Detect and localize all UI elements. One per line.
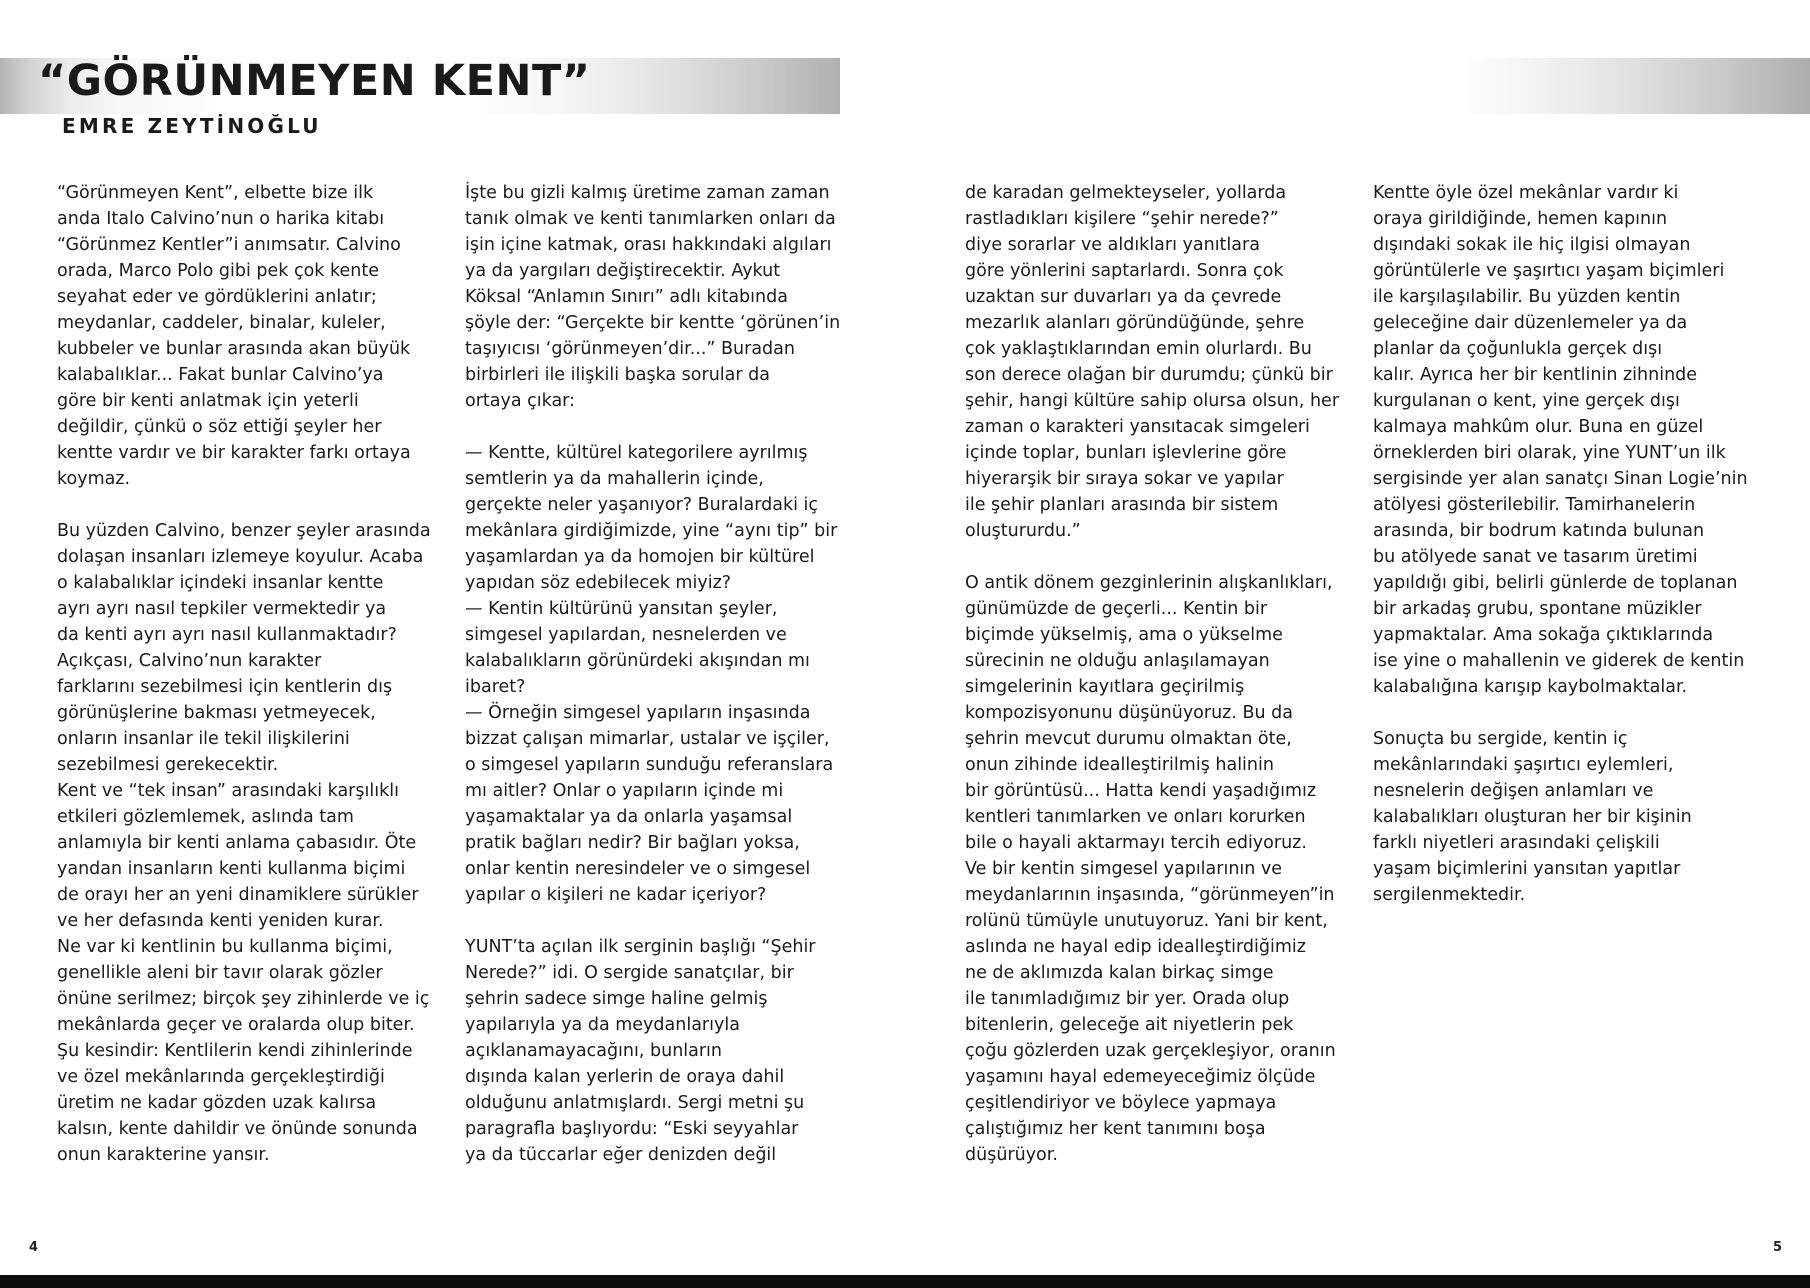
text-line: o kalabalıklar içindeki insanlar kentte	[57, 573, 384, 593]
text-line: Ne var ki kentlinin bu kullanma biçimi,	[57, 937, 393, 957]
text-line: kubbeler ve bunlar arasında akan büyük	[57, 339, 411, 359]
text-line: yapıdan söz edebilecek miyiz?	[465, 573, 732, 593]
text-line: kentleri tanımlarken ve onları korurken	[965, 807, 1306, 827]
text-line: seyahat eder ve gördüklerini anlatır;	[57, 287, 377, 307]
text-column-1	[57, 180, 455, 1168]
text-line: dışında kalan yerlerin de oraya dahil	[465, 1067, 785, 1087]
text-line: farklarını sezebilmesi için kentlerin dış	[57, 677, 393, 697]
text-line: oraya girildiğinde, hemen kapının	[1373, 209, 1668, 229]
text-line: onlar kentin neresindeler ve o simgesel	[465, 859, 811, 879]
text-line: ise yine o mahallenin ve giderek de kentin	[1373, 651, 1745, 671]
right-page	[905, 0, 1810, 1288]
text-line: aslında ne hayal edip idealleştirdiğimiz	[965, 937, 1306, 957]
paragraph-gap	[57, 492, 455, 518]
text-line: simgelerinin kayıtlara geçirilmiş	[965, 677, 1245, 697]
text-column-3	[965, 180, 1363, 1168]
text-line: YUNT’ta açılan ilk serginin başlığı “Şehir	[465, 937, 816, 957]
text-line: değildir, çünkü o söz ettiği şeyler her	[57, 417, 382, 437]
text-line: — Kentte, kültürel kategorilere ayrılmış	[465, 443, 808, 463]
text-line: işin içine katmak, orası hakkındaki algıları	[465, 235, 832, 255]
text-line: “Görünmeyen Kent”, elbette bize ilk	[57, 183, 374, 203]
text-line: Bu yüzden Calvino, benzer şeyler arasında	[57, 521, 431, 541]
text-line: ne de aklımızda kalan birkaç simge	[965, 963, 1274, 983]
text-line: — Örneğin simgesel yapıların inşasında	[465, 703, 811, 723]
text-line: kentte vardır ve bir karakter farkı ortaya	[57, 443, 411, 463]
text-line: bile o hayali aktarmayı tercih ediyoruz.	[965, 833, 1307, 853]
text-line: gerçekte neler yaşanıyor? Buralardaki iç	[465, 495, 818, 515]
text-line: de orayı her an yeni dinamiklere sürükler	[57, 885, 419, 905]
text-line: üretim ne kadar gözden uzak kalırsa	[57, 1093, 377, 1113]
text-line: anda Italo Calvino’nun o harika kitabı	[57, 209, 385, 229]
text-line: farklı niyetleri arasındaki çelişkili	[1373, 833, 1660, 853]
text-line: Kent ve “tek insan” arasındaki karşılıklı	[57, 781, 399, 801]
text-line: ortaya çıkar:	[465, 391, 575, 411]
text-column-4	[1373, 180, 1771, 908]
text-line: da kenti ayrı ayrı nasıl kullanmaktadır?	[57, 625, 397, 645]
text-line: yapılarıyla ya da meydanlarıyla	[465, 1015, 740, 1035]
text-line: uzaktan sur duvarları ya da çevrede	[965, 287, 1282, 307]
text-line: orada, Marco Polo gibi pek çok kente	[57, 261, 379, 281]
text-line: bir arkadaş grubu, spontane müzikler	[1373, 599, 1702, 619]
text-line: önüne serilmez; birçok şey zihinlerde ve iç	[57, 989, 430, 1009]
text-line: İşte bu gizli kalmış üretime zaman zaman	[465, 183, 830, 203]
text-line: o simgesel yapıların sunduğu referanslara	[465, 755, 834, 775]
text-line: ile şehir planları arasında bir sistem	[965, 495, 1279, 515]
text-line: şehrin sadece simge haline gelmiş	[465, 989, 768, 1009]
text-line: Sonuçta bu sergide, kentin iç	[1373, 729, 1628, 749]
text-line: atölyesi gösterilebilir. Tamirhanelerin	[1373, 495, 1696, 515]
text-line: görüntülerle ve şaşırtıcı yaşam biçimleri	[1373, 261, 1725, 281]
text-line: mekânlara girdiğimizde, yine “aynı tip” bir	[465, 521, 838, 541]
text-line: şehrin mevcut durumu olmaktan öte,	[965, 729, 1292, 749]
text-line: açıklanamayacağını, bunların	[465, 1041, 723, 1061]
text-line: meydanlar, caddeler, binalar, kuleler,	[57, 313, 386, 333]
paragraph-gap	[1373, 700, 1771, 726]
text-line: birbirleri ile ilişkili başka sorular da	[465, 365, 770, 385]
text-line: biçimde yükselmiş, ama o yükselme	[965, 625, 1283, 645]
text-line: onların insanlar ile tekil ilişkilerini	[57, 729, 350, 749]
text-line: onun zihinde idealleştirilmiş halinin	[965, 755, 1274, 775]
text-line: mezarlık alanları göründüğünde, şehre	[965, 313, 1305, 333]
text-line: göre yönlerini saptarlardı. Sonra çok	[965, 261, 1284, 281]
text-line: kalabalıkların görünürdeki akışından mı	[465, 651, 810, 671]
text-line: yaşamlardan ya da homojen bir kültürel	[465, 547, 815, 567]
text-line: Ve bir kentin simgesel yapılarının ve	[965, 859, 1283, 879]
text-line: yapmaktalar. Ama sokağa çıktıklarında	[1373, 625, 1714, 645]
text-line: nesnelerin değişen anlamları ve	[1373, 781, 1654, 801]
page-number-right: 5	[1773, 1240, 1783, 1255]
text-line: çok yaklaştıklarından emin olurlardı. Bu	[965, 339, 1312, 359]
text-line: taşıyıcısı ‘görünmeyen’dir...” Buradan	[465, 339, 795, 359]
text-line: oluştururdu.”	[965, 521, 1081, 541]
text-line: kalmaya mahkûm olur. Buna en güzel	[1373, 417, 1704, 437]
text-line: etkileri gözlemlemek, aslında tam	[57, 807, 354, 827]
text-line: yapıldığı gibi, belirli günlerde de toplanan	[1373, 573, 1738, 593]
text-line: hiyerarşik bir sıraya sokar ve yapılar	[965, 469, 1284, 489]
text-line: son derece olağan bir durumdu; çünkü bir	[965, 365, 1333, 385]
text-line: yapılar o kişileri ne kadar içeriyor?	[465, 885, 767, 905]
text-line: ya da tüccarlar eğer denizden değil	[465, 1145, 777, 1165]
article-title: “GÖRÜNMEYEN KENT”	[38, 56, 591, 106]
text-line: görünüşlerine bakması yetmeyecek,	[57, 703, 376, 723]
text-line: sergilenmektedir.	[1373, 885, 1526, 905]
text-line: paragrafla başlıyordu: “Eski seyyahlar	[465, 1119, 799, 1139]
text-line: çoğu gözlerden uzak gerçekleşiyor, oranın	[965, 1041, 1336, 1061]
text-line: onun karakterine yansır.	[57, 1145, 270, 1165]
text-line: O antik dönem gezginlerinin alışkanlıkları,	[965, 573, 1333, 593]
text-line: ayrı ayrı nasıl tepkiler vermektedir ya	[57, 599, 387, 619]
text-line: içinde toplar, bunları işlevlerine göre	[965, 443, 1287, 463]
text-line: ve her defasında kenti yeniden kurar.	[57, 911, 384, 931]
text-line: dolaşan insanları izlemeye koyulur. Acaba	[57, 547, 424, 567]
text-line: mekânlarındaki şaşırtıcı eylemleri,	[1373, 755, 1674, 775]
text-line: günümüzde de geçerli... Kentin bir	[965, 599, 1268, 619]
text-line: bitenlerin, geleceğe ait niyetlerin pek	[965, 1015, 1294, 1035]
text-line: ve özel mekânlarında gerçekleştirdiği	[57, 1067, 385, 1087]
paragraph-gap	[465, 414, 863, 440]
text-line: ibaret?	[465, 677, 526, 697]
text-line: rastladıkları kişilere “şehir nerede?”	[965, 209, 1279, 229]
text-line: ya da yargıları değiştirecektir. Aykut	[465, 261, 781, 281]
text-line: şehir, hangi kültüre sahip olursa olsun, her	[965, 391, 1340, 411]
text-line: düşürüyor.	[965, 1145, 1058, 1165]
text-line: yandan insanların kenti kullanma biçimi	[57, 859, 406, 879]
text-line: kalabalıkları oluşturan her bir kişinin	[1373, 807, 1692, 827]
text-line: geleceğine dair düzenlemeler ya da	[1373, 313, 1688, 333]
text-line: koymaz.	[57, 469, 131, 489]
text-line: Nerede?” idi. O sergide sanatçılar, bir	[465, 963, 794, 983]
text-line: çalıştığımız her kent tanımını boşa	[965, 1119, 1266, 1139]
text-line: kompozisyonunu düşünüyoruz. Bu da	[965, 703, 1293, 723]
text-line: tanık olmak ve kenti tanımlarken onları da	[465, 209, 836, 229]
page-number-left: 4	[29, 1240, 39, 1255]
paragraph-gap	[465, 908, 863, 934]
text-line: anlamıyla bir kenti anlama çabasıdır. Öte	[57, 833, 417, 853]
bottom-edge-bar	[0, 1275, 905, 1288]
text-line: meydanlarının inşasında, “görünmeyen”in	[965, 885, 1335, 905]
text-line: şöyle der: “Gerçekte bir kentte ‘görünen’in	[465, 313, 841, 333]
text-line: kalsın, kente dahildir ve önünde sonunda	[57, 1119, 418, 1139]
text-line: “Görünmez Kentler”i anımsatır. Calvino	[57, 235, 401, 255]
text-line: kurgulanan o kent, yine gerçek dışı	[1373, 391, 1680, 411]
article-author: EMRE ZEYTİNOĞLU	[62, 114, 322, 138]
text-line: bir görüntüsü... Hatta kendi yaşadığımız	[965, 781, 1317, 801]
text-line: yaşam biçimlerini yansıtan yapıtlar	[1373, 859, 1681, 879]
text-line: örneklerden biri olarak, yine YUNT’un ilk	[1373, 443, 1726, 463]
text-line: çeşitlendiriyor ve böylece yapmaya	[965, 1093, 1277, 1113]
text-line: göre bir kenti anlatmak için yeterli	[57, 391, 359, 411]
text-line: sezebilmesi gerekecektir.	[57, 755, 279, 775]
text-line: mı aitler? Onlar o yapıların içinde mi	[465, 781, 784, 801]
text-line: zaman o karakteri yansıtacak simgeleri	[965, 417, 1310, 437]
text-line: yaşamaktalar ya da onlarla yaşamsal	[465, 807, 793, 827]
text-line: bizzat çalışan mimarlar, ustalar ve işçiler,	[465, 729, 830, 749]
text-line: ile karşılaşılabilir. Bu yüzden kentin	[1373, 287, 1681, 307]
text-line: semtlerin ya da mahallerin içinde,	[465, 469, 764, 489]
text-line: yaşamını hayal edemeyeceğimiz ölçüde	[965, 1067, 1316, 1087]
paragraph-gap	[965, 544, 1363, 570]
text-line: pratik bağları nedir? Bir bağları yoksa,	[465, 833, 800, 853]
text-line: Köksal “Anlamın Sınırı” adlı kitabında	[465, 287, 788, 307]
text-line: simgesel yapılardan, nesnelerden ve	[465, 625, 787, 645]
text-line: Açıkçası, Calvino’nun karakter	[57, 651, 322, 671]
text-line: bu atölyede sanat ve tasarım üretimi	[1373, 547, 1698, 567]
text-line: de karadan gelmekteyseler, yollarda	[965, 183, 1287, 203]
text-line: sürecinin ne olduğu anlaşılamayan	[965, 651, 1270, 671]
text-line: dışındaki sokak ile hiç ilgisi olmayan	[1373, 235, 1691, 255]
text-line: Kentte öyle özel mekânlar vardır ki	[1373, 183, 1679, 203]
text-line: kalır. Ayrıca her bir kentlinin zihninde	[1373, 365, 1698, 385]
header-gradient-band	[1305, 58, 1810, 114]
text-line: kalabalıklar... Fakat bunlar Calvino’ya	[57, 365, 384, 385]
text-line: rolünü tümüyle unutuyoruz. Yani bir kent,	[965, 911, 1328, 931]
text-line: ile tanımladığımız bir yer. Orada olup	[965, 989, 1290, 1009]
text-line: arasında, bir bodrum katında bulunan	[1373, 521, 1705, 541]
bottom-edge-bar	[905, 1275, 1810, 1288]
text-line: Şu kesindir: Kentlilerin kendi zihinlerinde	[57, 1041, 413, 1061]
text-line: sergisinde yer alan sanatçı Sinan Logie’nin	[1373, 469, 1748, 489]
text-line: — Kentin kültürünü yansıtan şeyler,	[465, 599, 778, 619]
text-line: olduğunu anlatmışlardı. Sergi metni şu	[465, 1093, 805, 1113]
text-line: diye sorarlar ve aldıkları yanıtlara	[965, 235, 1260, 255]
text-line: mekânlarda geçer ve oralarda olup biter.	[57, 1015, 415, 1035]
text-line: genellikle aleni bir tavır olarak gözler	[57, 963, 383, 983]
text-line: kalabalığına karışıp kaybolmaktalar.	[1373, 677, 1688, 697]
text-line: planlar da çoğunlukla gerçek dışı	[1373, 339, 1663, 359]
text-column-2	[465, 180, 863, 1168]
